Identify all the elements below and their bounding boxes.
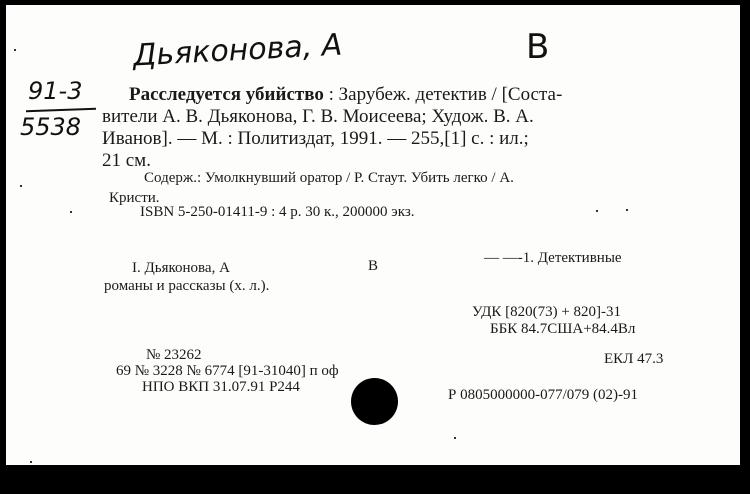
main-line-2: вители А. В. Дьяконова, Г. В. Моисеева; Худож. В. А. [102,106,534,127]
udk-code: УДК [820(73) + 820]-31 [472,304,622,320]
handwritten-underline [26,108,96,112]
punch-hole [351,378,398,425]
tracing-entry-2: — —-1. Детективные [484,250,622,266]
print-number: № 23262 [146,347,202,363]
ekl-code: ЕКЛ 47.3 [604,351,664,367]
speck [70,211,72,213]
speck [454,437,456,439]
print-info-line-2: 69 № 3228 № 6774 [91-31040] п оф [116,363,339,379]
catalog-card [6,5,740,465]
speck [626,209,628,211]
main-line-1-rest: : Зарубеж. детектив / [Соста- [328,84,563,105]
handwritten-author: Дьяконова, А [132,27,344,74]
handwritten-call-number-top: 91-3 [28,77,83,105]
contents-line-2: Кристи. [109,190,160,206]
main-line-3: Иванов]. — М. : Политиздат, 1991. — 255,[1] с. : ил.; [102,128,529,149]
print-info-line-3: НПО ВКП 31.07.91 Р244 [142,379,300,395]
book-title: Расследуется убийство [129,84,324,105]
speck [20,185,22,187]
tracing-entry-3: романы и рассказы (х. л.). [104,278,270,294]
isbn-line: ISBN 5-250-01411-9 : 4 р. 30 к., 200000 экз. [140,204,415,220]
main-line-4: 21 см. [102,150,151,171]
handwritten-call-number-bottom: 5538 [20,113,82,141]
speck [596,210,598,212]
handwritten-letter: В [526,27,550,67]
main-line-1 [129,85,562,104]
tracing-entry-1: I. Дьяконова, А [132,260,230,276]
speck [30,461,32,463]
tracing-entry-1-letter: В [368,258,379,274]
publisher-code: Р 0805000000-077/079 (02)-91 [448,387,638,403]
speck [14,49,16,51]
bbk-code: ББК 84.7США+84.4Вл [490,321,636,337]
contents-line-1: Содерж.: Умолкнувший оратор / Р. Стаут. Убить легко / А. [144,170,514,186]
